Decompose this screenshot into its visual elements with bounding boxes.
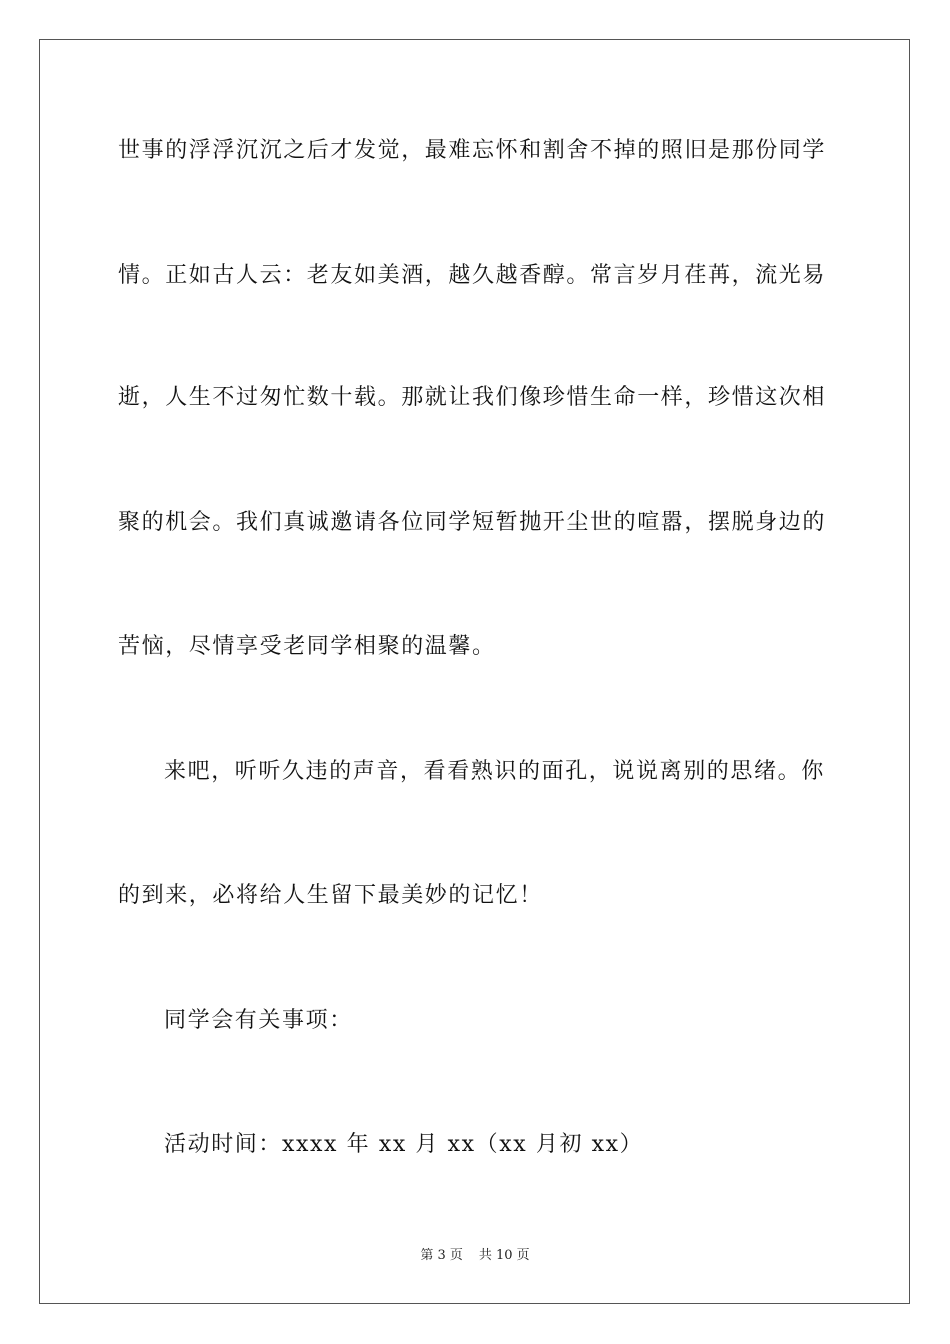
page-number: 第 3 页 — [420, 1248, 463, 1263]
body-line-5: 苦恼，尽情享受老同学相聚的温馨。 — [118, 634, 496, 659]
body-line-6: 来吧，听听久违的声音，看看熟识的面孔，说说离别的思绪。你 — [164, 759, 825, 784]
event-time-line: 活动时间：xxxx 年 xx 月 xx（xx 月初 xx） — [164, 1132, 644, 1157]
page-border — [39, 39, 910, 1304]
body-line-7: 的到来，必将给人生留下最美妙的记忆！ — [118, 883, 543, 908]
section-heading: 同学会有关事项： — [164, 1008, 353, 1033]
body-line-4: 聚的机会。我们真诚邀请各位同学短暂抛开尘世的喧嚣，摆脱身边的 — [118, 510, 827, 535]
body-line-3: 逝，人生不过匆忙数十载。那就让我们像珍惜生命一样，珍惜这次相 — [118, 385, 827, 410]
page-total: 共 10 页 — [478, 1248, 530, 1263]
page-footer — [0, 1246, 950, 1266]
body-line-1: 世事的浮浮沉沉之后才发觉，最难忘怀和割舍不掉的照旧是那份同学 — [118, 138, 827, 163]
body-line-2: 情。正如古人云：老友如美酒，越久越香醇。常言岁月荏苒，流光易 — [118, 263, 827, 288]
